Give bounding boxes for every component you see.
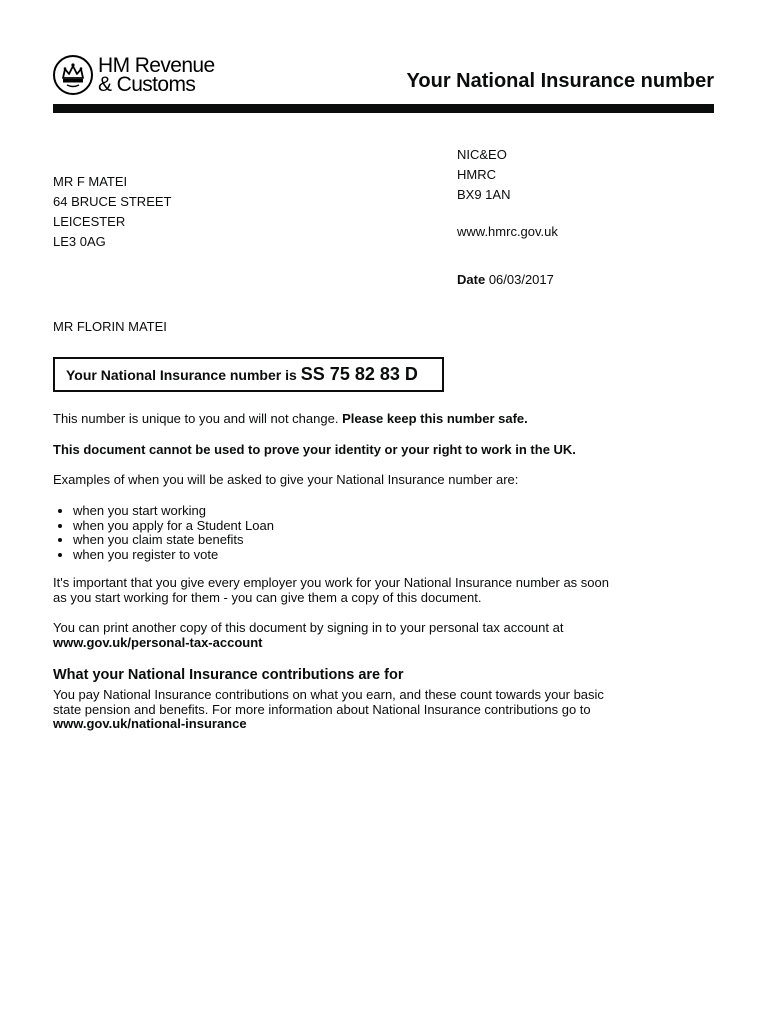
- list-item: • when you start working: [73, 504, 274, 519]
- print-text: You can print another copy of this document by signing in to your personal tax account at: [53, 620, 564, 635]
- sender-line: NIC&EO: [457, 147, 507, 162]
- employer-paragraph: It's important that you give every employer you work for your National Insurance number as soon as you start working for them - you can give them a copy of this document.: [53, 575, 609, 605]
- examples-intro: Examples of when you will be asked to give your National Insurance number are:: [53, 472, 519, 487]
- list-item: • when you register to vote: [73, 548, 274, 563]
- document-title: Your National Insurance number: [406, 70, 714, 92]
- logo-wordmark: [98, 56, 215, 94]
- hmrc-website: www.hmrc.gov.uk: [457, 224, 558, 239]
- date-value: 06/03/2017: [488, 272, 554, 287]
- contributions-paragraph: [53, 688, 613, 732]
- personal-tax-account-link[interactable]: www.gov.uk/personal-tax-account: [53, 634, 263, 650]
- print-paragraph: [53, 621, 613, 650]
- list-item: • when you claim state benefits: [73, 533, 274, 548]
- sender-line: HMRC: [457, 167, 496, 182]
- examples-list: [53, 504, 274, 562]
- unique-text: This number is unique to you and will not change.: [53, 411, 339, 426]
- list-item: • when you apply for a Student Loan: [73, 519, 274, 534]
- header-rule: [53, 104, 714, 113]
- contributions-heading: What your National Insurance contributions are for: [53, 667, 404, 683]
- address-line: LE3 0AG: [53, 234, 106, 249]
- sender-address: [457, 145, 510, 205]
- identity-warning: This document cannot be used to prove your identity or your right to work in the UK.: [53, 442, 576, 457]
- letter-date: [457, 272, 554, 287]
- ni-number-box: [53, 357, 444, 392]
- sender-line: BX9 1AN: [457, 187, 511, 202]
- logo-line-1: HM Revenue: [98, 54, 215, 77]
- national-insurance-link[interactable]: www.gov.uk/national-insurance: [53, 716, 247, 731]
- hmrc-logo: [53, 53, 223, 97]
- date-label: Date: [457, 272, 486, 287]
- ni-number-label: Your National Insurance number is: [66, 366, 297, 383]
- recipient-name: MR FLORIN MATEI: [53, 319, 167, 334]
- recipient-address: [53, 172, 171, 252]
- ni-number-value: SS 75 82 83 D: [300, 364, 418, 384]
- contributions-text: You pay National Insurance contributions on what you earn, and these count towards your basic state pension and benefits. For more information about National Insurance contributions go to: [53, 687, 604, 717]
- address-line: LEICESTER: [53, 214, 126, 229]
- address-line: MR F MATEI: [53, 174, 128, 189]
- unique-number-paragraph: [53, 412, 613, 427]
- address-line: 64 BRUCE STREET: [53, 194, 172, 209]
- logo-line-2: & Customs: [98, 73, 196, 96]
- keep-safe-text: Please keep this number safe.: [342, 411, 528, 426]
- royal-crest-icon: [53, 55, 93, 95]
